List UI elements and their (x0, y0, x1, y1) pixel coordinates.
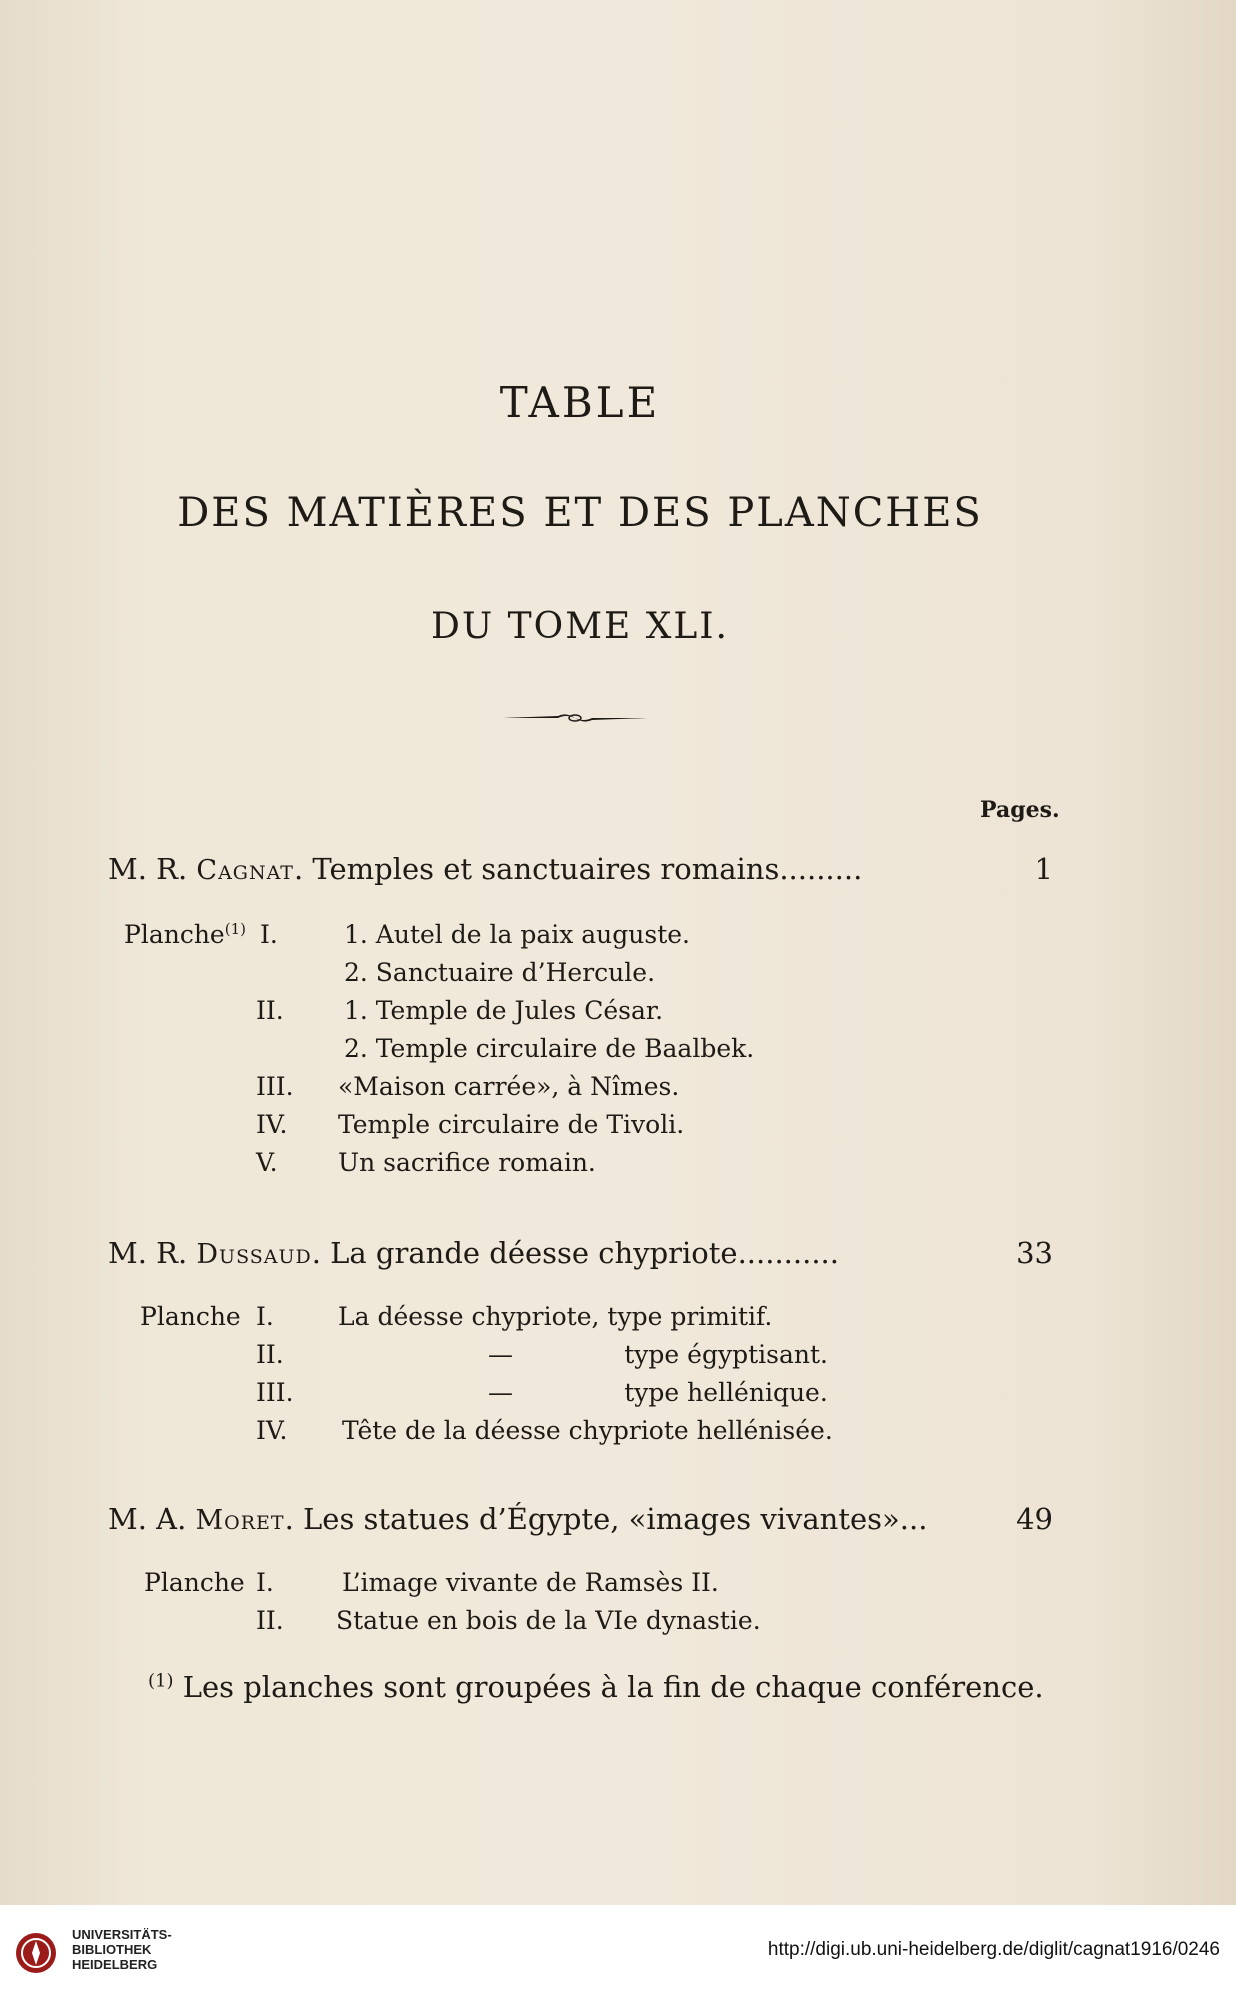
plate-number: IV. (256, 1110, 288, 1139)
page-title: TABLE (499, 378, 661, 427)
plate-label: Planche (124, 920, 225, 950)
plate-label: Planche (140, 1302, 241, 1331)
plate-number: I. (259, 920, 278, 950)
pages-column-label: Pages. (980, 797, 1060, 823)
plate-description: «Maison carrée», à Nîmes. (338, 1072, 680, 1101)
plate-description: La déesse chypriote, type primitif. (338, 1302, 773, 1331)
plate-description: Tête de la déesse chypriote hellénisée. (342, 1416, 833, 1445)
plate-number: III. (256, 1072, 294, 1101)
entry-page-number: 1 (1034, 852, 1053, 886)
library-name-line: BIBLIOTHEK (72, 1942, 152, 1957)
page-title-line-2: DES MATIÈRES ET DES PLANCHES (177, 490, 983, 536)
author-prefix: M. R. (108, 852, 197, 886)
footer-bar (0, 1905, 1236, 1993)
plate-description: 1. Temple de Jules César. (344, 996, 664, 1025)
author-prefix: M. R. (108, 1236, 197, 1270)
footnote-mark: (1) (148, 1670, 174, 1692)
source-url-link[interactable]: http://digi.ub.uni-heidelberg.de/diglit/cagnat1916/0246 (767, 1939, 1220, 1960)
plate-description: 2. Sanctuaire d’Hercule. (344, 958, 656, 987)
entry-title: La grande déesse chypriote........... (320, 1236, 839, 1270)
plate-row (124, 920, 278, 949)
toc-entry (108, 852, 1058, 886)
author-name: Cagnat (196, 855, 294, 886)
page-title-line-3: DU TOME XLI. (431, 606, 729, 647)
toc-entry (108, 1236, 1058, 1270)
author-separator: . (293, 852, 304, 886)
library-name-line: HEIDELBERG (72, 1957, 158, 1972)
footnote-mark: (1) (224, 920, 246, 938)
plate-number: III. (256, 1378, 294, 1407)
library-name-line: UNIVERSITÄTS- (72, 1927, 172, 1942)
entry-page-number: 33 (1016, 1236, 1053, 1270)
plate-description: L’image vivante de Ramsès II. (342, 1568, 719, 1597)
plate-description: — type hellénique. (488, 1378, 828, 1407)
footnote (148, 1670, 1044, 1704)
entry-title: Temples et sanctuaires romains......... (303, 852, 863, 886)
plate-description: 2. Temple circulaire de Baalbek. (344, 1034, 755, 1063)
plate-number: IV. (256, 1416, 288, 1445)
plate-number: II. (256, 996, 284, 1025)
plate-description: 1. Autel de la paix auguste. (344, 920, 691, 949)
plate-description: — type égyptisant. (488, 1340, 828, 1369)
plate-description: Un sacrifice romain. (338, 1148, 596, 1177)
author-separator: . (284, 1502, 294, 1536)
footnote-text: Les planches sont groupées à la fin de chaque conférence. (173, 1670, 1044, 1704)
entry-page-number: 49 (1016, 1502, 1053, 1536)
plate-number: I. (256, 1568, 274, 1597)
plate-description: Temple circulaire de Tivoli. (338, 1110, 685, 1139)
university-seal-icon (14, 1931, 58, 1975)
plate-number: II. (256, 1340, 284, 1369)
library-name (72, 1927, 172, 1972)
plate-number: II. (256, 1606, 284, 1635)
plate-number: I. (256, 1302, 274, 1331)
plate-description: Statue en bois de la VIe dynastie. (336, 1606, 761, 1635)
ornament-divider (500, 710, 650, 726)
plate-label: Planche (144, 1568, 245, 1597)
toc-entry (108, 1502, 1058, 1536)
author-prefix: M. A. (108, 1502, 196, 1536)
plate-number: V. (256, 1148, 278, 1177)
author-separator: . (311, 1236, 321, 1270)
author-name: Dussaud (196, 1239, 312, 1270)
author-name: Moret (195, 1505, 285, 1536)
entry-title: Les statues d’Égypte, «images vivantes»... (293, 1502, 928, 1536)
